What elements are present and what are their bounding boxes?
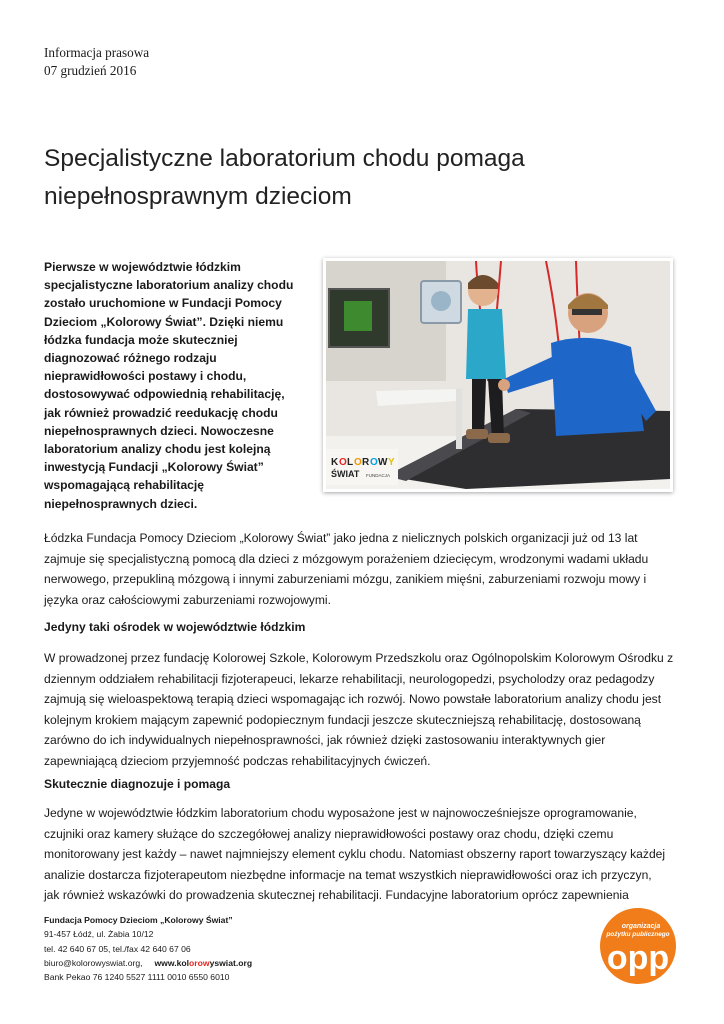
- lead-line: diagnozować różnego rodzaju: [44, 351, 217, 366]
- page-title: Specjalistyczne laboratorium chodu pomaga niepełnosprawnym dzieciom: [44, 145, 525, 210]
- logo-letter: K: [331, 457, 339, 468]
- paragraph-diagnosis: [44, 803, 682, 906]
- paragraph-line: zarówno do ich indywidualnych niepełnosprawności, jak również dzięki zastosowaniu interaktywnych gier: [44, 733, 606, 748]
- website-part: www.kol: [154, 957, 190, 968]
- footer-phones: tel. 42 640 67 05, tel./fax 42 640 67 06: [44, 943, 191, 954]
- paragraph-line: jak również wskazówki do prowadzenia skutecznej rehabilitacji. Fundacyjne laboratorium oprócz zapewnienia: [44, 888, 629, 903]
- logo-sub: FUNDACJA: [366, 473, 391, 478]
- lead-line: Pierwsze w województwie łódzkim: [44, 260, 241, 274]
- paragraph-school: [44, 648, 682, 772]
- press-header: [44, 44, 149, 80]
- paragraph-line: analizie dostarcza fizjoterapeutom niezbędne informacje na temat wszystkich nieprawidłowości oraz ich przyczyn,: [44, 867, 652, 882]
- paragraph-line: zapewniającą dzieciom przyjemność podczas rehabilitacyjnych ćwiczeń.: [44, 753, 431, 768]
- lead-line: zostało uruchomione w Fundacji Pomocy: [44, 296, 282, 311]
- footer-bank: Bank Pekao 76 1240 5527 1111 0010 6550 6010: [44, 972, 230, 983]
- section-heading-region: Jedyny taki ośrodek w województwie łódzkim: [44, 620, 306, 634]
- footer-website[interactable]: [154, 958, 252, 968]
- opp-line2: pożytku publicznego: [606, 931, 670, 938]
- paragraph-line: czujniki oraz kamery służące do szczegółowej analizy nieprawidłowości postawy oraz chodu, dzięki czemu: [44, 826, 614, 841]
- opp-letters: opp: [606, 939, 670, 977]
- paragraph-line: zajmuje się specjalistyczną pomocą dla dzieci z mózgowym porażeniem dziecięcym, wrodzonymi wadami układu: [44, 551, 649, 566]
- website-colored-part: orow: [189, 957, 210, 968]
- paragraph-line: nerwowego, przepukliną mózgową i innymi zaburzeniami mózgu, zanikiem mięśni, zaburzeniami rozwoju mowy i: [44, 572, 647, 587]
- paragraph-line: W prowadzonej przez fundację Kolorowej Szkole, Kolorowym Przedszkolu oraz Ogólnopolskim Kolorowym Ośrodku z: [44, 651, 674, 665]
- document-date: 07 grudzień 2016: [44, 63, 137, 78]
- lead-line: jak również prowadzić reedukację chodu: [44, 405, 278, 420]
- opp-logo: [598, 906, 678, 986]
- footer-org-name: Fundacja Pomocy Dzieciom „Kolorowy Świat”: [44, 915, 233, 925]
- lead-paragraph: [44, 258, 308, 513]
- lead-line: laboratorium analizy chodu jest kolejną: [44, 442, 271, 457]
- lead-line: nieprawidłowości postawy i chodu,: [44, 369, 247, 384]
- lead-line: niepełnosprawnych dzieci.: [44, 496, 198, 511]
- logo-letter: O: [370, 457, 378, 468]
- gait-lab-photo: [323, 258, 673, 492]
- gait-lab-illustration: [326, 261, 670, 489]
- footer-address: 91-457 Łódź, ul. Żabia 10/12: [44, 929, 154, 940]
- footer-contact: [44, 913, 252, 984]
- website-part: yswiat.org: [209, 957, 253, 968]
- paragraph-line: Jedyne w województwie łódzkim laboratorium chodu wyposażone jest w najnowocześniejsze oprogramowanie,: [44, 806, 637, 820]
- paragraph-line: dziennym oddziałem rehabilitacji fizjoterapeuci, lekarze rehabilitacji, neurologopedzi, psycholodzy oraz pedagodzy: [44, 671, 655, 686]
- lead-line: Dzieciom „Kolorowy Świat”. Dzięki niemu: [44, 314, 284, 329]
- paragraph-line: języka oraz całościowymi zaburzeniami rozwojowymi.: [44, 592, 331, 607]
- footer-email-web: [44, 956, 252, 970]
- section-heading-diagnosis: Skutecznie diagnozuje i pomaga: [44, 777, 231, 791]
- paragraph-line: kolejnym krokiem mającym zapewnić podopiecznym fundacji jeszcze skuteczniejszą rehabilitację, dostosowaną: [44, 712, 641, 727]
- paragraph-line: zajmują się wieloaspektową terapią dzieci wspomagając ich rozwój. Nowo powstałe laboratorium analizy chodu jest: [44, 692, 662, 707]
- lead-line: łódzka fundacja może skuteczniej: [44, 332, 238, 347]
- logo-letter: O: [339, 457, 347, 468]
- document-type: Informacja prasowa: [44, 45, 150, 60]
- paragraph-line: Łódzka Fundacja Pomocy Dzieciom „Kolorowy Świat” jako jedna z nielicznych polskich organizacji już od 13 lat: [44, 531, 638, 545]
- logo-letter: L: [347, 457, 354, 468]
- logo-letter: R: [362, 457, 370, 468]
- lead-line: inwestycją Fundacji „Kolorowy Świat”: [44, 460, 264, 475]
- lead-line: dostosowywać odpowiednią rehabilitację,: [44, 387, 285, 402]
- logo-second-line: ŚWIAT: [331, 469, 360, 479]
- paragraph-line: monitorowany jest każdy – nawet najmniejszy element cyklu chodu. Natomiast obszerny raport towarzyszący każdej: [44, 847, 666, 862]
- opp-line1: organizacja: [621, 923, 661, 930]
- logo-letter: W: [378, 457, 388, 468]
- paragraph-intro: [44, 528, 682, 610]
- logo-letter: Y: [388, 457, 395, 468]
- lead-line: niepełnosprawnych dzieci. Nowoczesne: [44, 423, 274, 438]
- lead-line: specjalistyczne laboratorium analizy chodu: [44, 278, 294, 293]
- kolorowy-swiat-logo: [326, 449, 398, 485]
- logo-letter: O: [354, 457, 362, 468]
- footer-email[interactable]: biuro@kolorowyswiat.org,: [44, 957, 143, 968]
- lead-line: wspomagającą rehabilitację: [44, 478, 204, 493]
